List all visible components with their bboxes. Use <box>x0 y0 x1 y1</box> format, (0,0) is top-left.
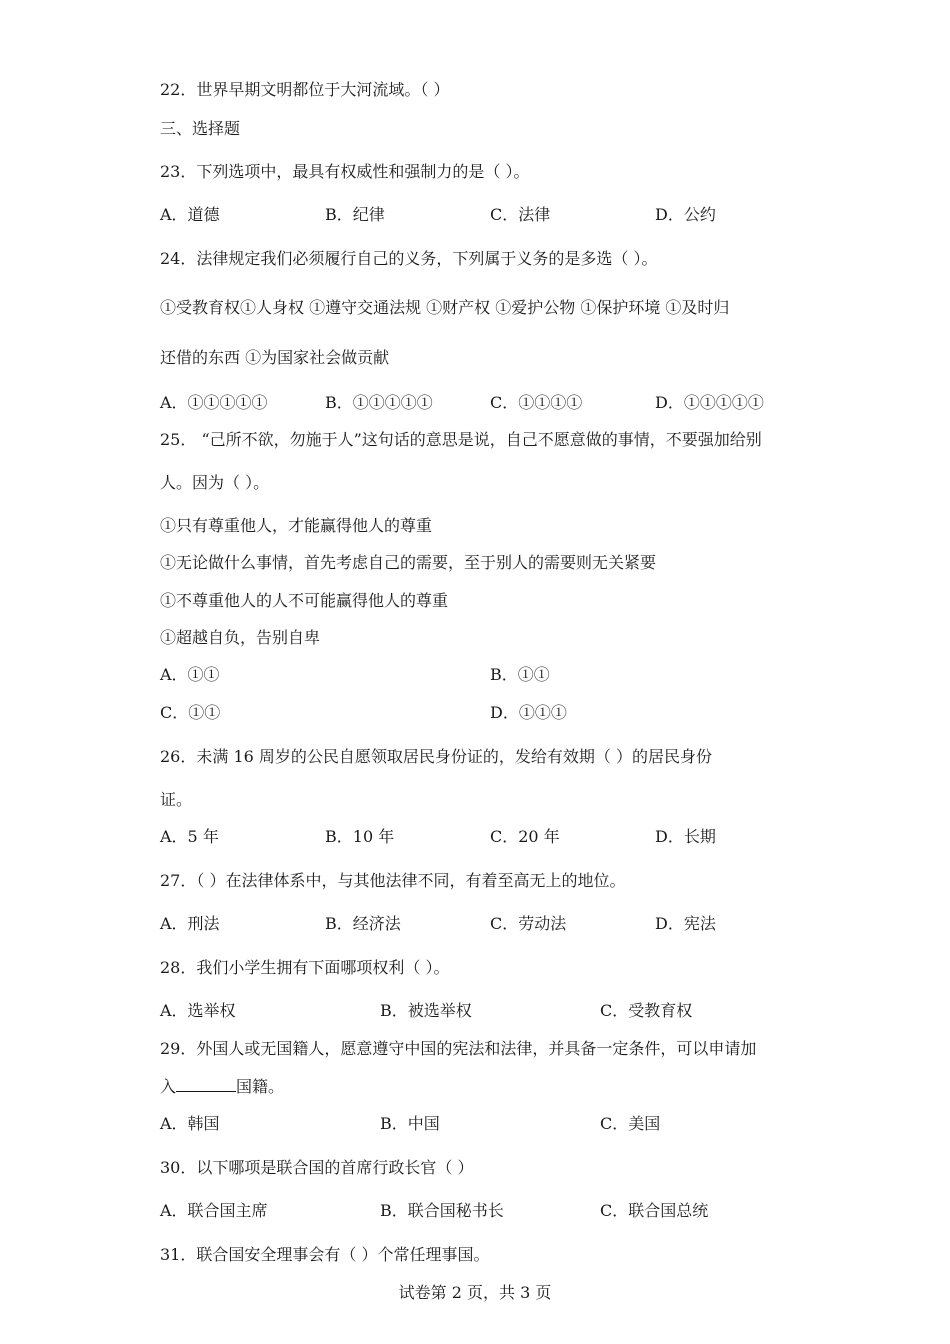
q30-option-c: C．联合国总统 <box>600 1201 709 1220</box>
question-26-stem1: 26．未满 16 周岁的公民自愿领取居民身份证的，发给有效期（ ）的居民身份 <box>160 747 712 766</box>
question-27-stem: 27．（ ）在法律体系中，与其他法律不同，有着至高无上的地位。 <box>160 871 626 890</box>
q26-option-d: D．长期 <box>655 827 716 846</box>
question-28-stem: 28．我们小学生拥有下面哪项权利（ ）。 <box>160 958 450 977</box>
q26-option-a: A．5 年 <box>160 827 219 846</box>
q29-stem2-pre: 入 <box>160 1077 177 1096</box>
question-30-stem: 30．以下哪项是联合国的首席行政长官（ ） <box>160 1158 474 1177</box>
q29-option-c: C．美国 <box>600 1114 661 1133</box>
q23-option-a: A．道德 <box>160 205 220 224</box>
q25-option-a: A．①① <box>160 665 220 684</box>
q26-option-b: B．10 年 <box>325 827 395 846</box>
q28-option-a: A．选举权 <box>160 1001 236 1020</box>
q28-option-c: C．受教育权 <box>600 1001 693 1020</box>
q30-option-b: B．联合国秘书长 <box>380 1201 504 1220</box>
q23-option-d: D．公约 <box>655 205 716 224</box>
question-22: 22．世界早期文明都位于大河流域。（ ） <box>160 80 450 99</box>
q26-option-c: C．20 年 <box>490 827 560 846</box>
q24-option-d: D．①①①①① <box>655 393 764 412</box>
question-23-stem: 23．下列选项中，最具有权威性和强制力的是（ ）。 <box>160 162 530 181</box>
question-29-stem1: 29．外国人或无国籍人，愿意遵守中国的宪法和法律，并具备一定条件，可以申请加 <box>160 1039 757 1058</box>
q28-option-b: B．被选举权 <box>380 1001 472 1020</box>
q29-option-a: A．韩国 <box>160 1114 220 1133</box>
question-26-stem2: 证。 <box>160 790 193 809</box>
q29-option-b: B．中国 <box>380 1114 440 1133</box>
q25-item-2: ①无论做什么事情，首先考虑自己的需要，至于别人的需要则无关紧要 <box>160 553 657 572</box>
q25-item-1: ①只有尊重他人，才能赢得他人的尊重 <box>160 516 433 535</box>
q25-item-4: ①超越自负，告别自卑 <box>160 628 321 647</box>
page-footer: 试卷第 2 页，共 3 页 <box>398 1283 552 1302</box>
question-24-stem: 24．法律规定我们必须履行自己的义务，下列属于义务的是多选（ ）。 <box>160 249 658 268</box>
q24-option-a: A．①①①①① <box>160 393 268 412</box>
q25-option-d: D．①①① <box>490 703 567 722</box>
question-25-stem1: 25． “己所不欲，勿施于人”这句话的意思是说，自己不愿意做的事情，不要强加给别 <box>160 430 762 449</box>
q29-stem2-post: 国籍。 <box>236 1077 285 1096</box>
answer-blank <box>176 1077 236 1092</box>
q27-option-a: A．刑法 <box>160 914 220 933</box>
q24-option-b: B．①①①①① <box>325 393 433 412</box>
q30-option-a: A．联合国主席 <box>160 1201 268 1220</box>
question-25-stem2: 人。因为（ ）。 <box>160 473 270 492</box>
q25-item-3: ①不尊重他人的人不可能赢得他人的尊重 <box>160 591 449 610</box>
question-31-stem: 31．联合国安全理事会有（ ）个常任理事国。 <box>160 1245 490 1264</box>
q27-option-d: D．宪法 <box>655 914 716 933</box>
q24-option-c: C．①①①① <box>490 393 583 412</box>
q25-option-b: B．①① <box>490 665 550 684</box>
q27-option-b: B．经济法 <box>325 914 401 933</box>
q24-items-line2: 还借的东西 ①为国家社会做贡献 <box>160 348 390 367</box>
q24-items-line1: ①受教育权①人身权 ①遵守交通法规 ①财产权 ①爱护公物 ①保护环境 ①及时归 <box>160 298 730 317</box>
q23-option-b: B．纪律 <box>325 205 385 224</box>
q25-option-c: C．①① <box>160 703 221 722</box>
section-heading: 三、选择题 <box>160 119 241 138</box>
q23-option-c: C．法律 <box>490 205 551 224</box>
q27-option-c: C．劳动法 <box>490 914 567 933</box>
question-29-stem2 <box>160 1076 284 1098</box>
